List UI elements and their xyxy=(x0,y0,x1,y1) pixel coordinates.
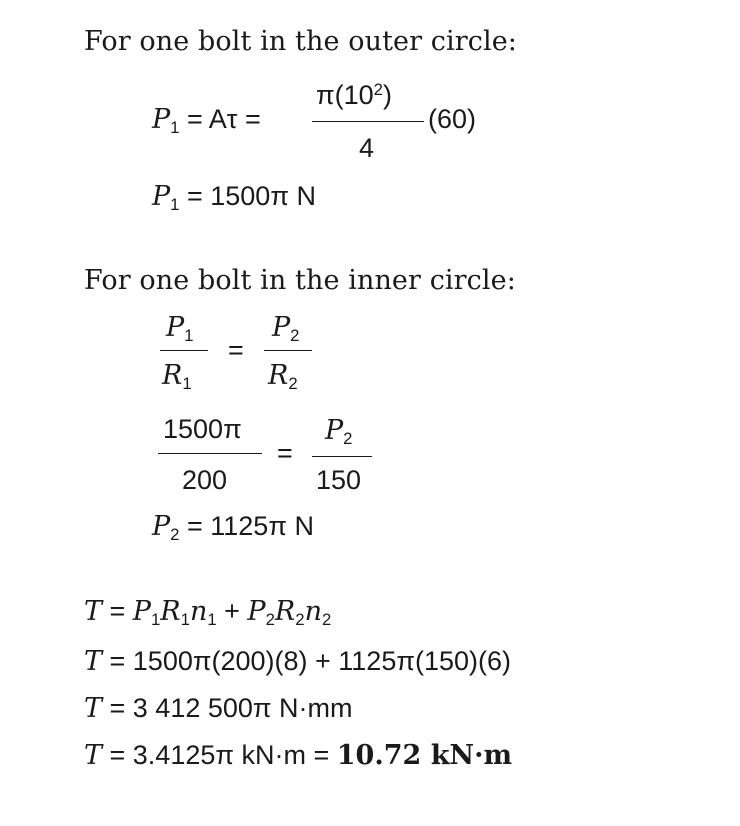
fraction-numerator: $\pi(10^2)$ xyxy=(316,79,392,110)
numeric-ratio-denominator-right: 150 xyxy=(316,465,362,495)
torque-final: T = 3.4125π kN·m = 10.72 kN·m xyxy=(84,740,513,771)
numeric-ratio-numerator-left: 1500π xyxy=(163,414,242,444)
numeric-ratio-bar-left xyxy=(158,453,262,454)
torque-substitution: T = 1500π(200)(8) + 1125π(150)(6) xyxy=(84,646,511,677)
ratio-numerator-left: $P_1$ xyxy=(166,312,194,346)
numeric-ratio-bar-right xyxy=(312,456,372,457)
numeric-ratio-denominator-left: 200 xyxy=(182,465,228,495)
p1-result: $P_1 = 1500\pi$ N xyxy=(152,181,316,215)
fraction-bar xyxy=(312,121,424,122)
ratio-numerator-right: $P_2$ xyxy=(272,312,300,346)
torque-nmm: T = 3 412 500π N·mm xyxy=(84,693,353,724)
ratio-bar-left xyxy=(160,350,208,351)
final-answer: 10.72 kN·m xyxy=(336,740,513,771)
ratio-equals: = xyxy=(228,335,244,365)
p2-result: $P_2 = 1125\pi$ N xyxy=(152,511,314,545)
numeric-ratio-equals: = xyxy=(277,438,293,468)
fraction-denominator: 4 xyxy=(359,133,375,163)
outer-circle-heading: For one bolt in the outer circle: xyxy=(84,26,517,57)
shear-force-equation: $P_1 = A\tau$ = xyxy=(152,104,261,138)
ratio-denominator-left: $R_1$ xyxy=(162,360,192,394)
ratio-denominator-right: $R_2$ xyxy=(268,360,298,394)
numeric-ratio-numerator-right: $P_2$ xyxy=(325,415,353,449)
inner-circle-heading: For one bolt in the inner circle: xyxy=(84,265,516,296)
ratio-bar-right xyxy=(264,350,312,351)
shear-stress-factor: (60) xyxy=(428,104,477,134)
torque-formula: $T = P_1R_1n_1 + P_2R_2n_2$ xyxy=(84,596,332,630)
